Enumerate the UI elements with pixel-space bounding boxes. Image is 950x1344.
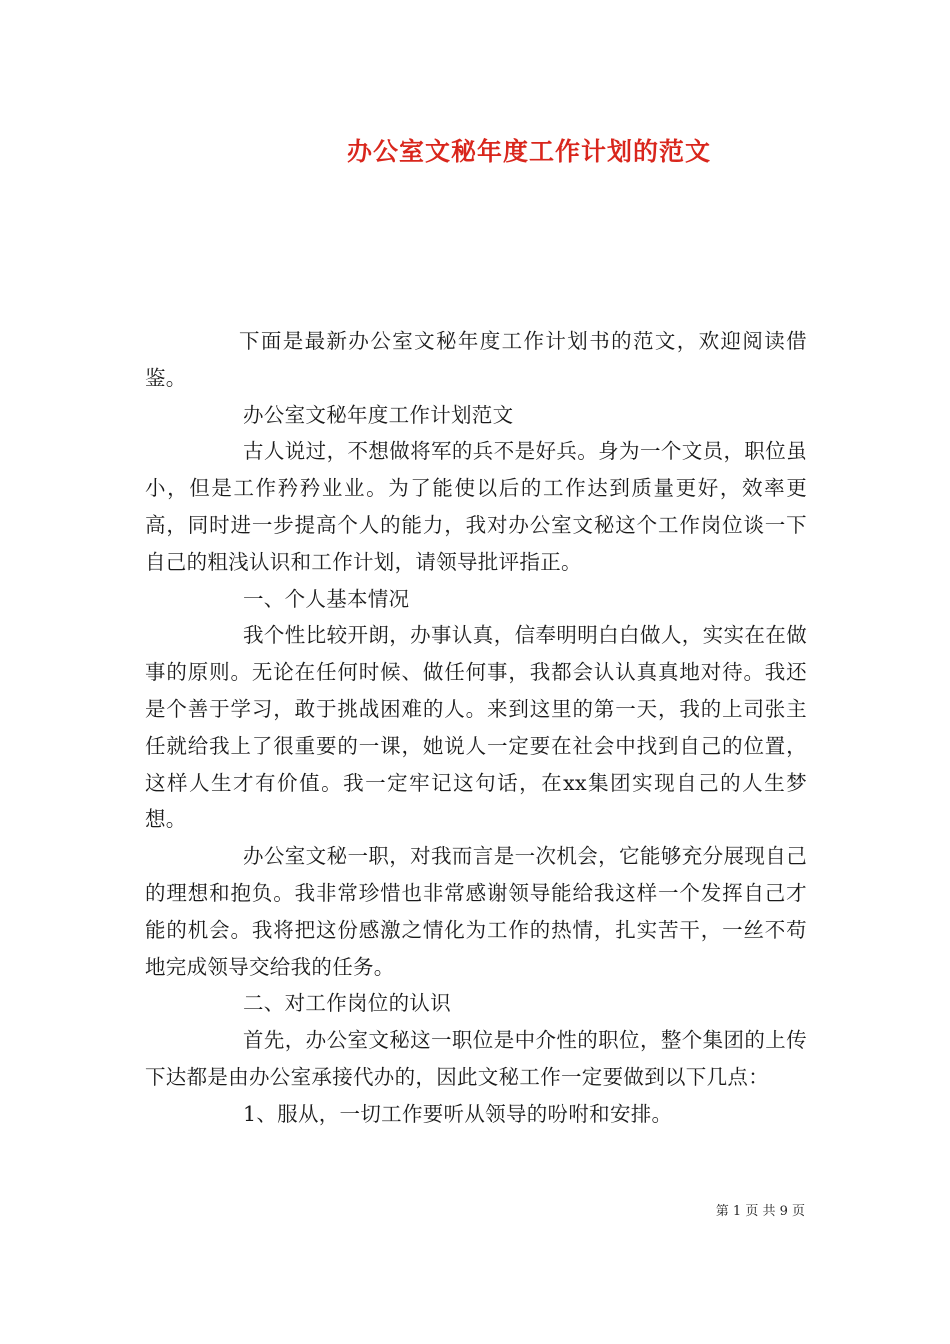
body-paragraph: 办公室文秘一职，对我而言是一次机会，它能够充分展现自己的理想和抱负。我非常珍惜也非常感谢领导能给我这样一个发挥自己才能的机会。我将把这份感激之情化为工作的热情，扎实苦干，一丝不苟地完成领导交给我的任务。 (145, 844, 807, 979)
document-body (145, 323, 807, 1133)
body-paragraph: 我个性比较开朗，办事认真，信奉明明白白做人，实实在在做事的原则。无论在任何时候、做任何事，我都会认认真真地对待。我还是个善于学习，敢于挑战困难的人。来到这里的第一天，我的上司张主任就给我上了很重要的一课，她说人一定要在社会中找到自己的位置，这样人生才有价值。我一定牢记这句话，在xx集团实现自己的人生梦想。 (145, 623, 807, 832)
intro-paragraph: 下面是最新办公室文秘年度工作计划书的范文，欢迎阅读借鉴。 (145, 329, 807, 390)
body-paragraph: 古人说过，不想做将军的兵不是好兵。身为一个文员，职位虽小，但是工作矜矜业业。为了能使以后的工作达到质量更好，效率更高，同时进一步提高个人的能力，我对办公室文秘这个工作岗位谈一下自己的粗浅认识和工作计划，请领导批评指正。 (145, 439, 807, 574)
body-paragraph: 首先，办公室文秘这一职位是中介性的职位，整个集团的上传下达都是由办公室承接代办的，因此文秘工作一定要做到以下几点： (145, 1028, 807, 1089)
page-number-footer: 第 1 页 共 9 页 (715, 1204, 805, 1219)
section-heading: 一、个人基本情况 (243, 586, 410, 611)
document-title: 办公室文秘年度工作计划的范文 (346, 137, 711, 166)
subtitle-paragraph: 办公室文秘年度工作计划范文 (243, 402, 514, 427)
section-heading: 二、对工作岗位的认识 (243, 991, 451, 1016)
list-item: 1、服从，一切工作要听从领导的吩咐和安排。 (243, 1101, 673, 1126)
